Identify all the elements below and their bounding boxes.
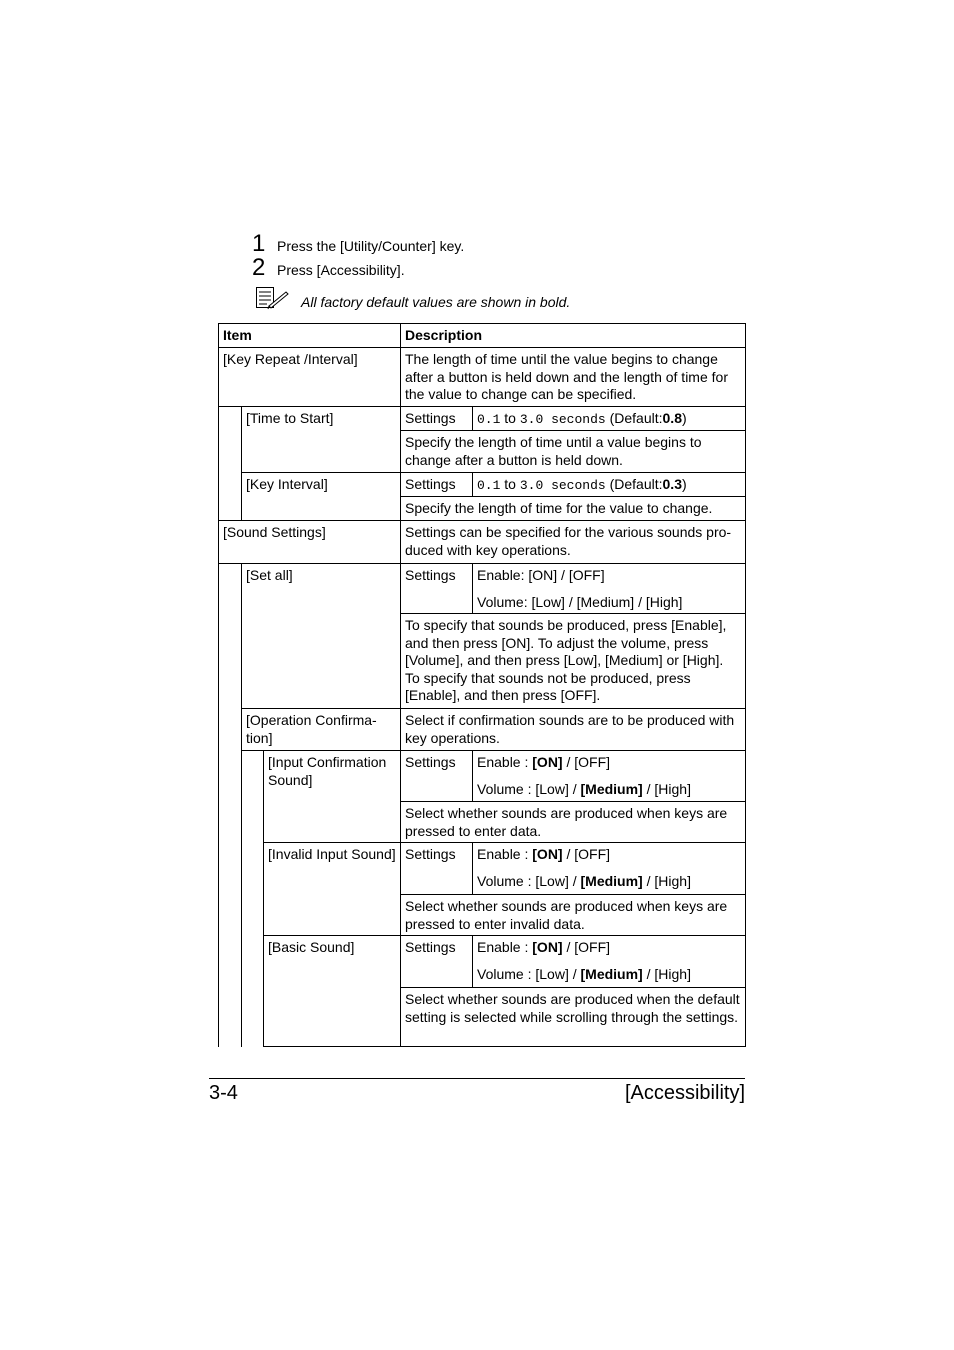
default-prefix: (Default: — [605, 476, 663, 492]
enable-default: [ON] — [532, 939, 563, 955]
basic-sound-item: [Basic Sound] — [263, 935, 401, 1047]
section-title: [Accessibility] — [624, 1082, 745, 1104]
page-number: 3-4 — [209, 1082, 238, 1104]
default-suffix: ) — [681, 476, 687, 492]
footer-rule — [209, 1078, 745, 1079]
sound-settings-item: [Sound Settings] — [218, 520, 401, 564]
set-all-item: [Set all] — [241, 563, 401, 709]
note — [255, 286, 570, 310]
enable-prefix: Enable : — [477, 846, 533, 862]
volume-suffix: / [High] — [642, 780, 691, 797]
step-number: 1 — [252, 230, 266, 257]
input-confirmation-values — [472, 750, 746, 802]
to-word: to — [504, 476, 516, 492]
enable-suffix: / [OFF] — [562, 846, 611, 862]
volume-line — [477, 873, 741, 891]
default-prefix: (Default: — [605, 410, 663, 426]
volume-prefix: Volume : [Low] / — [477, 872, 581, 889]
enable-prefix: Enable : — [477, 754, 533, 770]
key-repeat-desc: The length of time until the value begins to change after a button is held down and the length of time for the value to change can be specified. — [400, 347, 746, 407]
step-2 — [252, 256, 405, 280]
input-confirmation-item: [Input Confirmation Sound] — [263, 750, 401, 843]
step-number: 2 — [252, 254, 266, 281]
enable-default: [ON] — [532, 754, 563, 770]
operation-confirmation-desc: Select if confirmation sounds are to be produced with key operations. — [400, 708, 746, 751]
header-item: Item — [218, 323, 401, 348]
sound-settings-desc: Settings can be specified for the various sounds pro-duced with key operations. — [400, 520, 746, 564]
basic-sound-values — [472, 935, 746, 988]
invalid-input-values — [472, 842, 746, 895]
key-interval-range — [472, 472, 746, 497]
set-all-values — [472, 563, 746, 614]
operation-confirmation-item: [Operation Confirma-tion] — [241, 708, 401, 751]
step-text: Press the [Utility/Counter] key. — [277, 238, 465, 254]
enable-suffix: / [OFF] — [562, 939, 611, 955]
volume-prefix: Volume : [Low] / — [477, 780, 581, 797]
volume-line — [477, 966, 741, 984]
key-interval-item: [Key Interval] — [241, 472, 401, 521]
settings-label: Settings — [400, 406, 473, 431]
volume-default: [Medium] — [580, 780, 643, 797]
volume-line — [477, 781, 741, 799]
header-description: Description — [400, 323, 746, 348]
note-text: All factory default values are shown in bold. — [301, 294, 571, 310]
time-to-start-desc: Specify the length of time until a value begins to change after a button is held down. — [400, 430, 746, 473]
enable-suffix: / [OFF] — [562, 754, 611, 770]
basic-sound-desc: Select whether sounds are produced when the default setting is selected while scrolling through the settings. — [400, 987, 746, 1047]
volume-suffix: / [High] — [642, 872, 691, 889]
settings-label: Settings — [400, 472, 473, 497]
enable-default: [ON] — [532, 846, 563, 862]
note-pencil-icon — [255, 286, 289, 310]
default-value: 0.3 — [662, 476, 682, 492]
step-text: Press [Accessibility]. — [277, 262, 405, 278]
volume-suffix: / [High] — [642, 965, 691, 982]
settings-label: Settings — [400, 935, 473, 988]
set-all-enable: Enable: [ON] / [OFF] — [477, 567, 605, 583]
time-to-start-range — [472, 406, 746, 431]
input-confirmation-desc: Select whether sounds are produced when keys are pressed to enter data. — [400, 801, 746, 843]
indent-rail — [241, 750, 242, 1047]
settings-label: Settings — [400, 750, 473, 802]
indent-rail — [218, 406, 219, 521]
default-value: 0.8 — [662, 410, 682, 426]
step-1 — [252, 232, 464, 256]
range-from: 0.1 — [477, 478, 501, 493]
key-repeat-item: [Key Repeat /Interval] — [218, 347, 401, 407]
key-interval-desc: Specify the length of time for the value to change. — [400, 496, 746, 521]
to-word: to — [504, 410, 516, 426]
invalid-input-desc: Select whether sounds are produced when keys are pressed to enter invalid data. — [400, 894, 746, 936]
range-from: 0.1 — [477, 412, 501, 427]
enable-prefix: Enable : — [477, 939, 533, 955]
set-all-desc: To specify that sounds be produced, press [Enable], and then press [ON]. To adjust the volume, press [Volume], and then press [Low], [Medium] or [High]. To specify that sounds not be produced, press [Enable], and then press [OFF]. — [400, 613, 746, 709]
volume-default: [Medium] — [580, 872, 643, 889]
range-to: 3.0 seconds — [519, 478, 606, 493]
volume-prefix: Volume : [Low] / — [477, 965, 581, 982]
invalid-input-item: [Invalid Input Sound] — [263, 842, 401, 936]
time-to-start-item: [Time to Start] — [241, 406, 401, 473]
default-suffix: ) — [681, 410, 687, 426]
indent-rail — [218, 563, 219, 1047]
settings-label: Settings — [400, 842, 473, 895]
set-all-volume: Volume: [Low] / [Medium] / [High] — [477, 593, 683, 610]
volume-default: [Medium] — [580, 965, 643, 982]
range-to: 3.0 seconds — [519, 412, 606, 427]
settings-label: Settings — [400, 563, 473, 614]
